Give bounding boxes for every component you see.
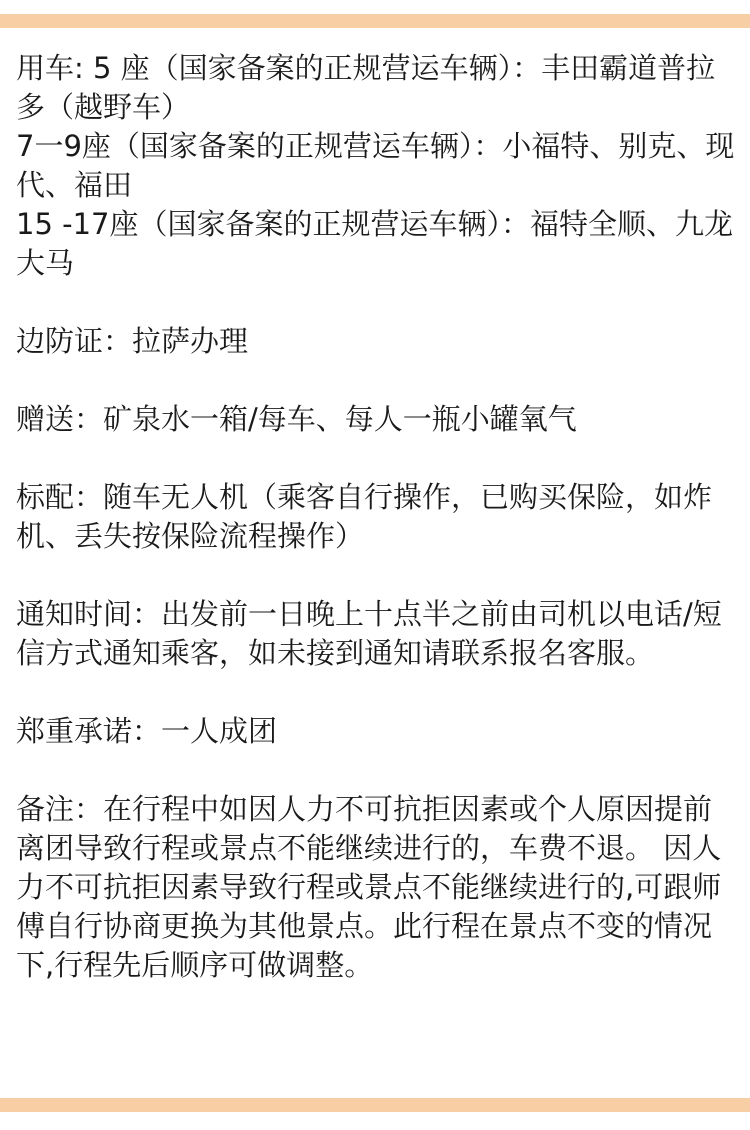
spacer [16,556,736,595]
spacer [16,439,736,478]
trip-info-content [16,49,736,985]
spacer [16,283,736,322]
top-accent-bar [0,14,750,28]
vehicle-5-seat: 用车: 5 座（国家备案的正规营运车辆）：丰田霸道普拉多（越野车） [16,51,716,124]
spacer [16,751,736,790]
promise: 郑重承诺：一人成团 [16,714,278,748]
remark: 备注：在行程中如因人力不可抗拒因素或个人原因提前离团导致行程或景点不能继续进行的，车费不退。 因人力不可抗拒因素导致行程或景点不能继续进行的,可跟师傅自行协商更换为其他景点。此行程在景点不变的情况下,行程先后顺序可做调整。 [16,792,722,982]
spacer [16,361,736,400]
bottom-accent-bar [0,1098,750,1112]
vehicle-15-17-seat: 15 -17座（国家备案的正规营运车辆）：福特全顺、九龙大马 [16,207,733,280]
notice-time: 通知时间：出发前一日晚上十点半之前由司机以电话/短信方式通知乘客，如未接到通知请联系报名客服。 [16,597,722,670]
standard-equipment: 标配：随车无人机（乘客自行操作，已购买保险，如炸机、丢失按保险流程操作） [16,480,713,553]
gift: 赠送：矿泉水一箱/每车、每人一瓶小罐氧气 [16,402,577,436]
vehicle-7-9-seat: 7一9座（国家备案的正规营运车辆）：小福特、别克、现代、福田 [16,129,735,202]
border-permit: 边防证：拉萨办理 [16,324,249,358]
spacer [16,673,736,712]
